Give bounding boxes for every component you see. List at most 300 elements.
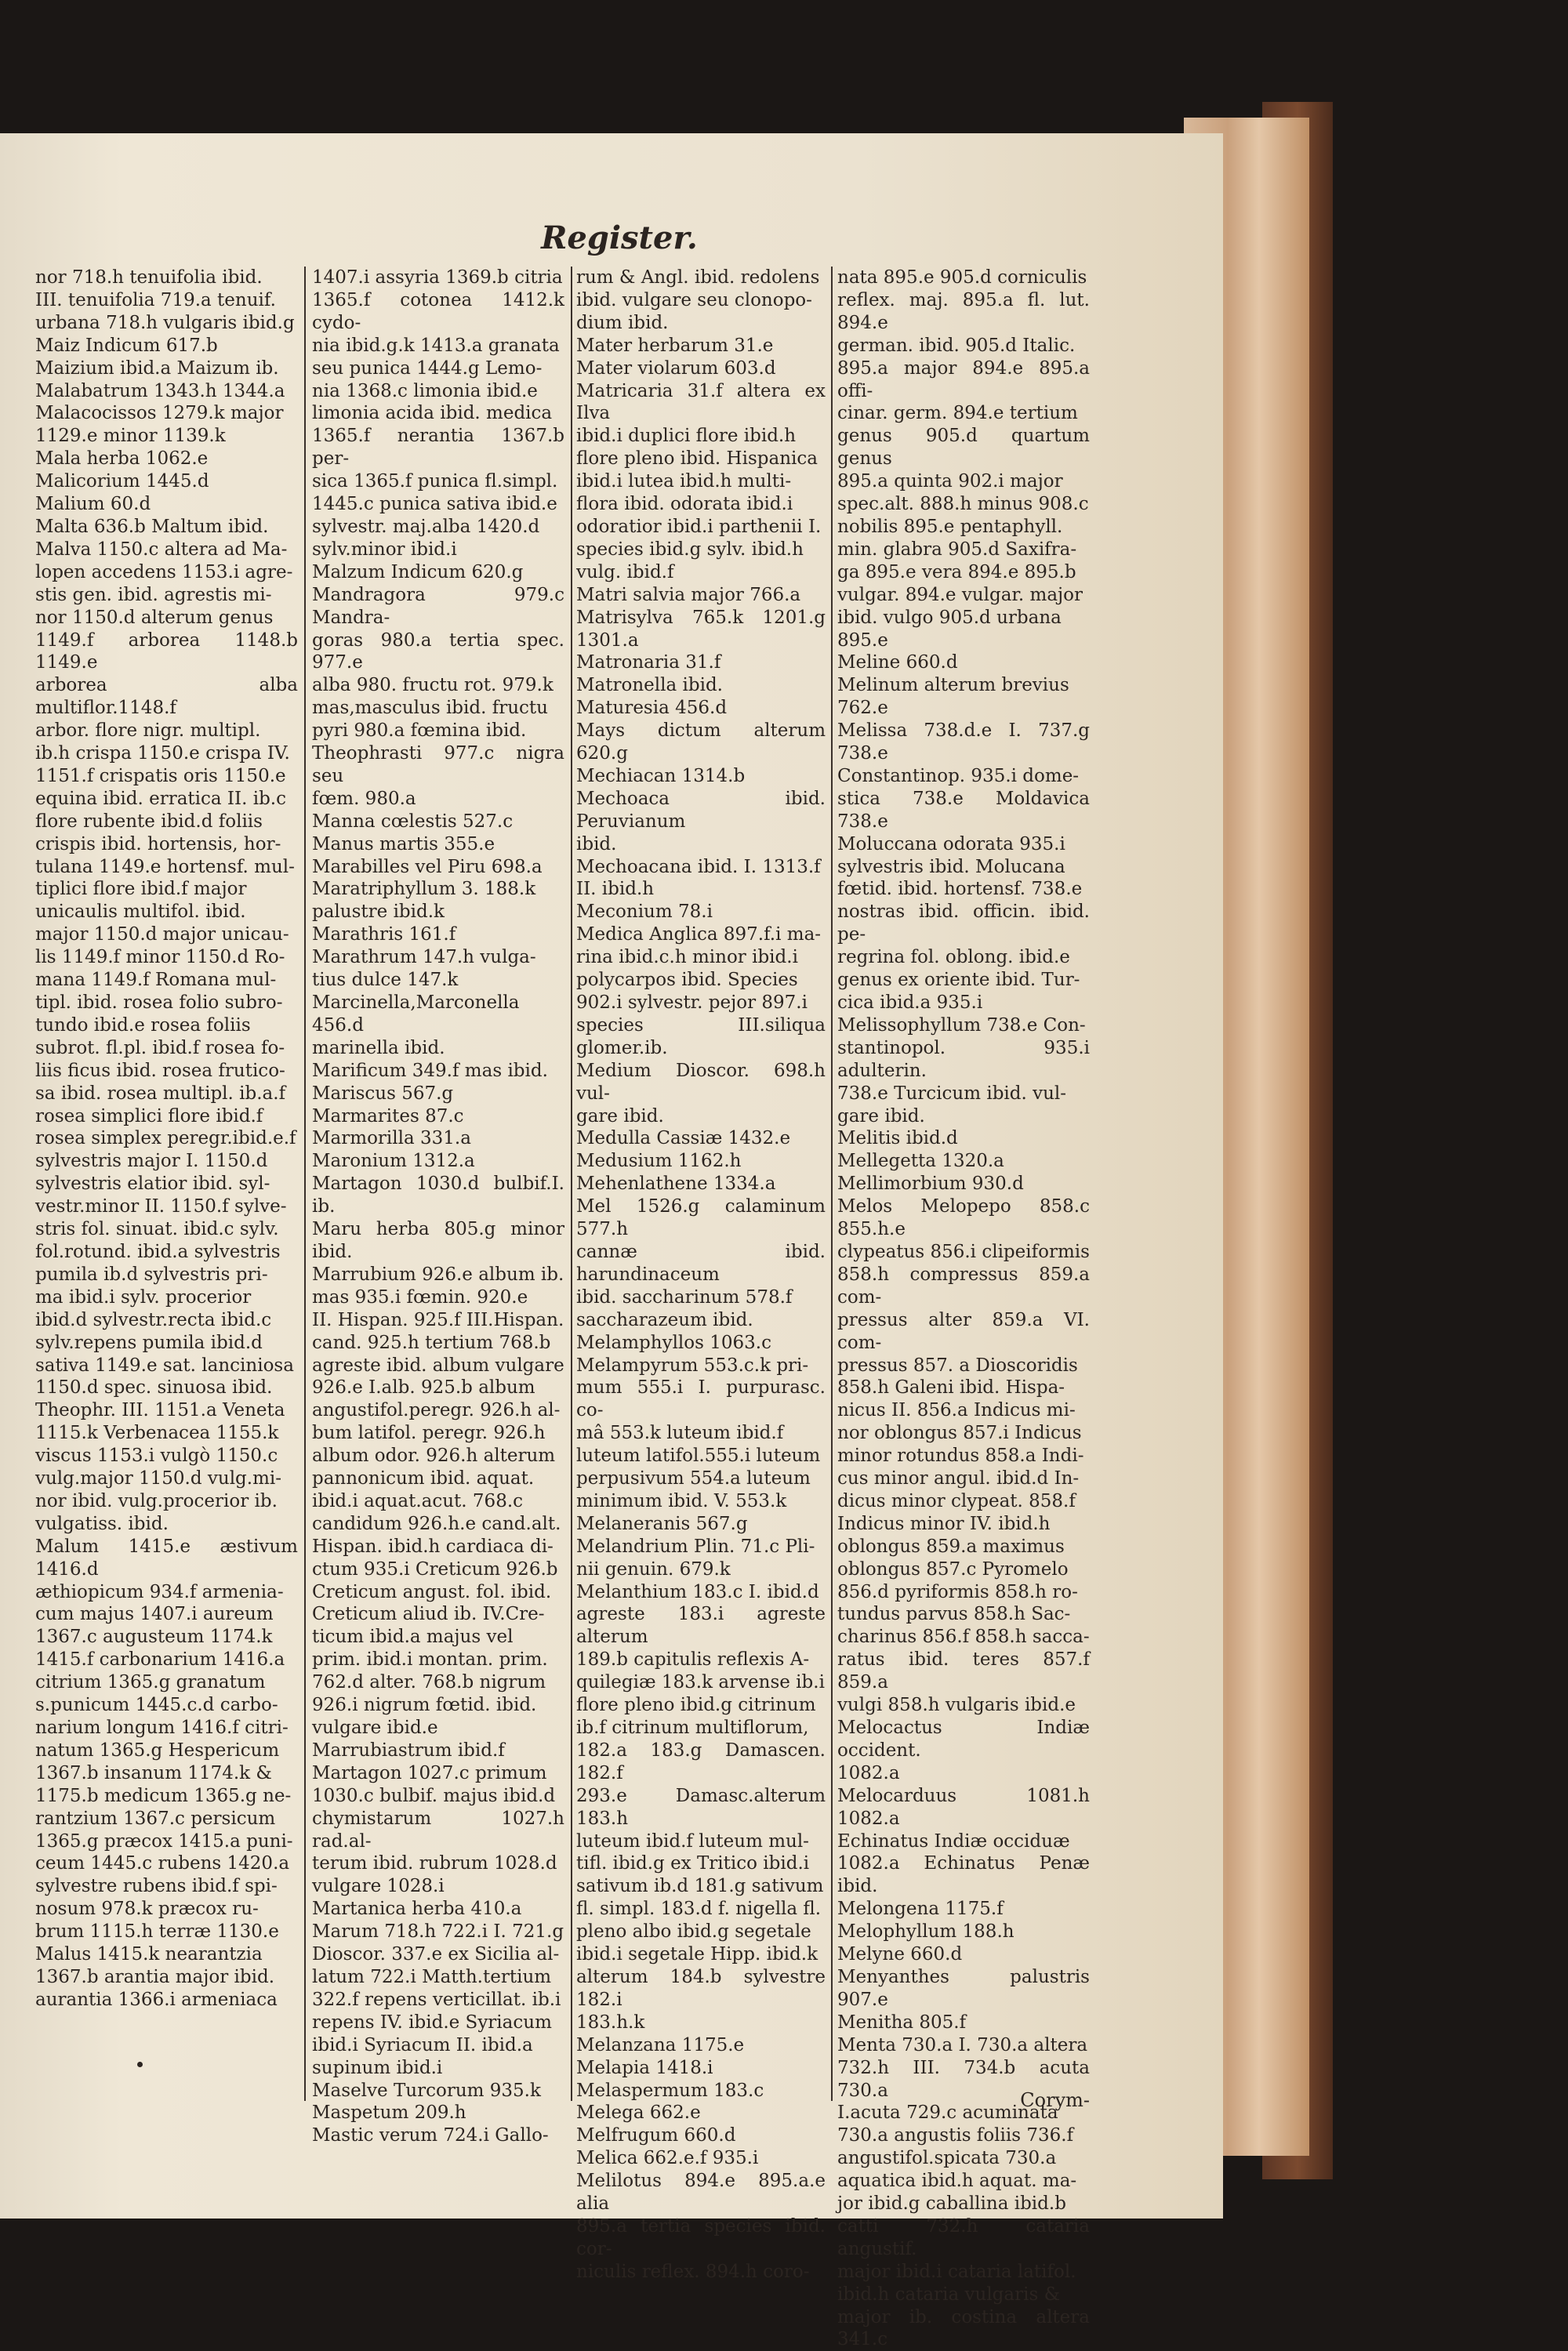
index-entry-line: agreste 183.i agreste alterum xyxy=(576,1604,826,1648)
index-entry-line: cannæ ibid. harundinaceum xyxy=(576,1241,826,1285)
index-entry-line: Martagon 1030.d bulbif.I. ib. xyxy=(312,1174,564,1217)
index-entry-line: catti 732.h cataria angustif. xyxy=(837,2215,1090,2259)
index-entry-line: æthiopicum 934.f armenia- xyxy=(35,1581,284,1602)
index-entry-line: tundo ibid.e rosea foliis xyxy=(35,1014,251,1036)
index-entry-line: vulgare ibid.e xyxy=(312,1718,438,1738)
index-entry-line: 856.d pyriformis 858.h ro- xyxy=(837,1581,1078,1602)
index-entry-line: Maizium ibid.a Maizum ib. xyxy=(35,357,279,379)
index-entry-line: sylv.repens pumila ibid.d xyxy=(35,1332,263,1353)
index-entry-line: dium ibid. xyxy=(576,312,669,333)
index-entry-line: quilegiæ 183.k arvense ib.i xyxy=(576,1672,825,1693)
index-entry-line: 858.h Galeni ibid. Hispa- xyxy=(837,1377,1065,1399)
index-entry-line: Melfrugum 660.d xyxy=(576,2125,736,2146)
index-entry-line: 1082.a Echinatus Penæ ibid. xyxy=(837,1853,1090,1897)
index-entry-line: fœm. 980.a xyxy=(312,788,416,809)
index-entry-line: 738.e Turcicum ibid. vul- xyxy=(837,1083,1067,1104)
index-entry-line: gare ibid. xyxy=(576,1105,664,1127)
index-entry-line: Melongena 1175.f xyxy=(837,1899,1004,1920)
index-entry-line: ma ibid.i sylv. procerior xyxy=(35,1286,252,1308)
index-entry-line: tundus parvus 858.h Sac- xyxy=(837,1604,1071,1625)
index-entry-line: album odor. 926.h alterum xyxy=(312,1446,556,1467)
index-entry-line: 762.e xyxy=(837,698,888,719)
index-entry-line: sa ibid. rosea multipl. ib.a.f xyxy=(35,1083,286,1104)
index-entry-line: latum 722.i Matth.tertium xyxy=(312,1966,552,1987)
index-entry-line: rina ibid.c.h minor ibid.i xyxy=(576,947,798,968)
index-entry-line: Melaspermum 183.c xyxy=(576,2080,764,2101)
index-entry-line: Marrubiastrum ibid.f xyxy=(312,1740,505,1761)
index-entry-line: vulgatiss. ibid. xyxy=(35,1513,169,1534)
index-entry-line: nii genuin. 679.k xyxy=(576,1558,731,1580)
index-entry-line: ibid.i aquat.acut. 768.c xyxy=(312,1490,524,1511)
index-entry-line: Melega 662.e xyxy=(576,2102,701,2124)
index-entry-line: alba 980. fructu rot. 979.k xyxy=(312,675,554,696)
index-entry-line: 926.i nigrum fœtid. ibid. xyxy=(312,1695,537,1716)
index-entry-line: stis gen. ibid. agrestis mi- xyxy=(35,584,272,605)
index-entry-line: Marrubium 926.e album ib. xyxy=(312,1264,564,1285)
index-entry-line: arbor. flore nigr. multipl. xyxy=(35,720,261,742)
index-entry-line: stantinopol. 935.i adulterin. xyxy=(837,1037,1090,1081)
index-entry-line: perpusivum 554.a luteum xyxy=(576,1468,811,1489)
index-entry-line: Melamphyllos 1063.c xyxy=(576,1332,771,1353)
index-entry-line: Malium 60.d xyxy=(35,494,151,515)
index-entry-line: ibid. saccharinum 578.f xyxy=(576,1286,793,1308)
index-entry-line: ctum 935.i Creticum 926.b xyxy=(312,1558,558,1580)
index-entry-line: sylvestre rubens ibid.f spi- xyxy=(35,1876,278,1897)
index-entry-line: Mechiacan 1314.b xyxy=(576,765,746,786)
index-entry-line: I.acuta 729.c acuminata xyxy=(837,2102,1058,2124)
index-entry-line: 1415.f carbonarium 1416.a xyxy=(35,1649,285,1671)
index-entry-line: ga 895.e vera 894.e 895.b xyxy=(837,561,1076,582)
index-entry-line: genus 905.d quartum genus xyxy=(837,426,1090,470)
index-entry-line: Malacocissos 1279.k major xyxy=(35,403,284,424)
index-entry-line: ibid.i segetale Hipp. ibid.k xyxy=(576,1944,818,1965)
index-entry-line: 895.a tertia species ibid. cor- xyxy=(576,2215,826,2259)
index-entry-line: 1365.f cotonea 1412.k cydo- xyxy=(312,289,564,333)
index-entry-line: Meconium 78.i xyxy=(576,902,713,923)
index-entry-line: nor ibid. vulg.procerior ib. xyxy=(35,1490,278,1511)
index-entry-line: Maiz Indicum 617.b xyxy=(35,335,218,356)
index-entry-line: flora ibid. odorata ibid.i xyxy=(576,494,793,515)
index-entry-line: 182.a 183.g Damascen. 182.f xyxy=(576,1740,826,1783)
index-entry-line: Marificum 349.f mas ibid. xyxy=(312,1060,548,1081)
index-entry-line: Moluccana odorata 935.i xyxy=(837,833,1065,854)
index-entry-line: Mel 1526.g calaminum 577.h xyxy=(576,1196,826,1240)
index-entry-line: Melandrium Plin. 71.c Pli- xyxy=(576,1536,815,1557)
index-entry-line: ib.h crispa 1150.e crispa IV. xyxy=(35,743,290,764)
index-entry-line: nicus II. 856.a Indicus mi- xyxy=(837,1400,1076,1421)
index-entry-line: species III.siliqua glomer.ib. xyxy=(576,1014,826,1058)
index-entry-line: fœtid. ibid. hortensf. 738.e xyxy=(837,879,1083,900)
index-entry-line: Melanzana 1175.e xyxy=(576,2034,745,2055)
index-entry-line: oblongus 857.c Pyromelo xyxy=(837,1558,1069,1580)
index-entry-line: luteum latifol.555.i luteum xyxy=(576,1446,821,1467)
index-entry-line: pannonicum ibid. aquat. xyxy=(312,1468,535,1489)
index-entry-line: III. tenuifolia 719.a tenuif. xyxy=(35,289,276,310)
index-entry-line: lis 1149.f minor 1150.d Ro- xyxy=(35,947,285,968)
index-entry-line: sylvestr. maj.alba 1420.d xyxy=(312,516,540,537)
index-entry-line: 183.h.k xyxy=(576,2012,645,2033)
index-entry-line: Melinum alterum brevius xyxy=(837,675,1069,696)
index-entry-line: vulgar. 894.e vulgar. major xyxy=(837,584,1083,605)
index-entry-line: 730.a angustis foliis 736.f xyxy=(837,2125,1074,2146)
index-entry-line: mana 1149.f Romana mul- xyxy=(35,970,277,991)
index-entry-line: clypeatus 856.i clipeiformis xyxy=(837,1241,1090,1262)
index-entry-line: Mellegetta 1320.a xyxy=(837,1151,1004,1172)
index-entry-line: lopen accedens 1153.i agre- xyxy=(35,561,293,582)
index-entry-line: supinum ibid.i xyxy=(312,2057,443,2078)
index-entry-line: Meline 660.d xyxy=(837,652,958,673)
index-entry-line: aurantia 1366.i armeniaca xyxy=(35,1989,278,2010)
index-entry-line: limonia acida ibid. medica xyxy=(312,403,553,424)
index-entry-line: Indicus minor IV. ibid.h xyxy=(837,1513,1051,1534)
index-entry-line: natum 1365.g Hespericum xyxy=(35,1740,280,1761)
index-entry-line: Matronella ibid. xyxy=(576,675,723,696)
index-entry-line: 1129.e minor 1139.k xyxy=(35,426,226,447)
index-entry-line: 189.b capitulis reflexis A- xyxy=(576,1649,810,1671)
index-entry-line: fl. simpl. 183.d f. nigella fl. xyxy=(576,1899,822,1920)
index-entry-line: nata 895.e 905.d corniculis xyxy=(837,267,1087,288)
index-entry-line: tipl. ibid. rosea folio subro- xyxy=(35,992,283,1013)
index-entry-line: sativa 1149.e sat. lanciniosa xyxy=(35,1355,294,1376)
catchword: Corym- xyxy=(1020,2089,1090,2111)
index-entry-line: Mechoacana ibid. I. 1313.f xyxy=(576,856,821,877)
index-entry-line: cum majus 1407.i aureum xyxy=(35,1604,274,1625)
index-entry-line: candidum 926.h.e cand.alt. xyxy=(312,1513,561,1534)
index-entry-line: mum 555.i I. purpurasc. co- xyxy=(576,1377,826,1421)
index-column-1 xyxy=(35,267,298,2012)
index-entry-line: genus ex oriente ibid. Tur- xyxy=(837,970,1080,991)
index-entry-line: rosea simplex peregr.ibid.e.f xyxy=(35,1128,296,1149)
index-entry-line: pressus 857. a Dioscoridis xyxy=(837,1355,1078,1376)
index-entry-line: Melyne 660.d xyxy=(837,1944,963,1965)
index-entry-line: 1149.f arborea 1148.b 1149.e xyxy=(35,629,298,673)
index-entry-line: saccharazeum ibid. xyxy=(576,1309,753,1330)
index-entry-line: 732.h III. 734.b acuta 730.a xyxy=(837,2057,1090,2101)
index-entry-line: goras 980.a tertia spec. 977.e xyxy=(312,629,564,673)
index-entry-line: pumila ib.d sylvestris pri- xyxy=(35,1264,268,1285)
index-entry-line: Malzum Indicum 620.g xyxy=(312,561,524,582)
index-entry-line: vestr.minor II. 1150.f sylve- xyxy=(35,1196,287,1217)
index-entry-line: aquatica ibid.h aquat. ma- xyxy=(837,2171,1077,2192)
index-entry-line: Malva 1150.c altera ad Ma- xyxy=(35,539,288,560)
index-entry-line: Creticum angust. fol. ibid. xyxy=(312,1581,552,1602)
index-entry-line: Melica 662.e.f 935.i xyxy=(576,2148,759,2169)
index-entry-line: flore rubente ibid.d foliis xyxy=(35,811,263,832)
index-entry-line: Malum 1415.e æstivum 1416.d xyxy=(35,1536,298,1580)
index-entry-line: 1445.c punica sativa ibid.e xyxy=(312,494,557,515)
index-entry-line: ratus ibid. teres 857.f 859.a xyxy=(837,1649,1090,1693)
index-entry-line: crispis ibid. hortensis, hor- xyxy=(35,833,281,854)
index-entry-line: urbana 718.h vulgaris ibid.g xyxy=(35,312,295,333)
index-entry-line: mâ 553.k luteum ibid.f xyxy=(576,1423,784,1444)
index-entry-line: 895.a quinta 902.i major xyxy=(837,471,1063,492)
index-entry-line: ibid.i duplici flore ibid.h xyxy=(576,426,797,447)
index-entry-line: major ib. costina altera 341.c xyxy=(837,2306,1090,2350)
index-entry-line: tius dulce 147.k xyxy=(312,970,459,991)
index-entry-line: spec.alt. 888.h minus 908.c xyxy=(837,494,1089,515)
index-entry-line: 1367.b insanum 1174.k & xyxy=(35,1762,272,1783)
index-entry-line: Maru herba 805.g minor ibid. xyxy=(312,1219,564,1262)
index-entry-line: repens IV. ibid.e Syriacum xyxy=(312,2012,552,2033)
index-entry-line: Medulla Cassiæ 1432.e xyxy=(576,1128,791,1149)
index-entry-line: Medium Dioscor. 698.h vul- xyxy=(576,1060,826,1104)
index-entry-line: flore pleno ibid.g citrinum xyxy=(576,1695,816,1716)
index-entry-line: 1367.b arantia major ibid. xyxy=(35,1966,275,1987)
ink-spot xyxy=(137,2062,143,2067)
index-entry-line: ibid. vulgo 905.d urbana xyxy=(837,607,1062,628)
index-entry-line: Echinatus Indiæ occiduæ xyxy=(837,1830,1070,1852)
index-entry-line: 1115.k Verbenacea 1155.k xyxy=(35,1423,279,1444)
index-entry-line: prim. ibid.i montan. prim. xyxy=(312,1649,548,1671)
index-entry-line: agreste ibid. album vulgare xyxy=(312,1355,564,1376)
index-entry-line: Mechoaca ibid. Peruvianum xyxy=(576,788,826,832)
index-entry-line: Menyanthes palustris 907.e xyxy=(837,1966,1090,2010)
index-entry-line: Melissa 738.d.e I. 737.g 738.e xyxy=(837,720,1090,764)
index-entry-line: 1030.c bulbif. majus ibid.d xyxy=(312,1785,556,1806)
book-page xyxy=(0,133,1223,2350)
index-entry-line: fol.rotund. ibid.a sylvestris xyxy=(35,1241,281,1262)
index-entry-line: german. ibid. 905.d Italic. xyxy=(837,335,1076,356)
index-entry-line: pleno albo ibid.g segetale xyxy=(576,1921,811,1943)
index-entry-line: Marcinella,Marconella 456.d xyxy=(312,992,520,1036)
index-entry-line: Melophyllum 188.h xyxy=(837,1921,1014,1943)
index-entry-line: flore pleno ibid. Hispanica xyxy=(576,448,818,470)
index-entry-line: Marathris 161.f xyxy=(312,924,456,945)
index-entry-line: 1151.f crispatis oris 1150.e xyxy=(35,765,286,786)
index-entry-line: nia ibid.g.k 1413.a granata xyxy=(312,335,560,356)
index-entry-line: nostras ibid. officin. ibid. pe- xyxy=(837,902,1090,945)
index-entry-line: brum 1115.h terræ 1130.e xyxy=(35,1921,279,1943)
index-entry-line: Manna cœlestis 527.c xyxy=(312,811,514,832)
page-header: Register. xyxy=(541,219,698,256)
index-entry-line: citrium 1365.g granatum xyxy=(35,1672,266,1693)
index-entry-line: Martanica herba 410.a xyxy=(312,1899,522,1920)
index-entry-line: seu punica 1444.g Lemo- xyxy=(312,357,543,379)
index-entry-line: minor rotundus 858.a Indi- xyxy=(837,1446,1084,1467)
column-rule xyxy=(571,267,572,2101)
index-entry-line: mas 935.i fœmin. 920.e xyxy=(312,1286,528,1308)
index-entry-line: regrina fol. oblong. ibid.e xyxy=(837,947,1070,968)
index-entry-line: Martagon 1027.c primum xyxy=(312,1762,547,1783)
index-entry-line: chymistarum 1027.h rad.al- xyxy=(312,1808,564,1852)
index-entry-line: Mandragora 979.c Mandra- xyxy=(312,584,564,628)
index-entry-line: vulg. ibid.f xyxy=(576,561,674,582)
index-entry-line: odoratior ibid.i parthenii I. xyxy=(576,516,822,537)
index-entry-line: sylvestris major I. 1150.d xyxy=(35,1151,268,1172)
index-entry-line: marinella ibid. xyxy=(312,1037,445,1058)
index-entry-line: major 1150.d major unicau- xyxy=(35,924,289,945)
index-entry-line: nosum 978.k præcox ru- xyxy=(35,1899,259,1920)
index-entry-line: unicaulis multifol. ibid. xyxy=(35,902,246,923)
index-entry-line: stica 738.e Moldavica 738.e xyxy=(837,788,1090,832)
index-entry-line: Melapia 1418.i xyxy=(576,2057,713,2078)
index-entry-line: Mater herbarum 31.e xyxy=(576,335,774,356)
index-entry-line: Maspetum 209.h xyxy=(312,2102,466,2124)
index-entry-line: nia 1368.c limonia ibid.e xyxy=(312,380,538,401)
index-entry-line: Melanthium 183.c I. ibid.d xyxy=(576,1581,819,1602)
index-entry-line: Melos Melopepo 858.c 855.h.e xyxy=(837,1196,1090,1240)
index-entry-line: narium longum 1416.f citri- xyxy=(35,1718,289,1738)
index-entry-line: Marum 718.h 722.i I. 721.g xyxy=(312,1921,564,1943)
index-entry-line: luteum ibid.f luteum mul- xyxy=(576,1830,809,1852)
index-entry-line: Dioscor. 337.e ex Sicilia al- xyxy=(312,1944,560,1965)
index-entry-line: Creticum aliud ib. IV.Cre- xyxy=(312,1604,545,1625)
index-entry-line: sylv.minor ibid.i xyxy=(312,539,457,560)
index-entry-line: niculis reflex. 894.h coro- xyxy=(576,2261,810,2282)
index-entry-line: angustifol.spicata 730.a xyxy=(837,2148,1057,2169)
index-entry-line: charinus 856.f 858.h sacca- xyxy=(837,1627,1090,1648)
index-entry-line: Mellimorbium 930.d xyxy=(837,1174,1024,1195)
index-entry-line: Maratriphyllum 3. 188.k xyxy=(312,879,536,900)
index-entry-line: 1367.c augusteum 1174.k xyxy=(35,1627,273,1648)
index-entry-line: pressus alter 859.a VI. com- xyxy=(837,1309,1090,1353)
index-entry-line: 1365.f nerantia 1367.b per- xyxy=(312,426,564,470)
index-entry-line: 895.e xyxy=(837,629,888,651)
index-entry-line: Melocarduus 1081.h 1082.a xyxy=(837,1785,1090,1829)
index-entry-line: s.punicum 1445.c.d carbo- xyxy=(35,1695,278,1716)
index-entry-line: 926.e I.alb. 925.b album xyxy=(312,1377,535,1399)
index-entry-line: Menta 730.a I. 730.a altera xyxy=(837,2034,1088,2055)
index-entry-line: sylvestris ibid. Molucana xyxy=(837,856,1065,877)
index-entry-line: Melaneranis 567.g xyxy=(576,1513,748,1534)
index-entry-line: min. glabra 905.d Saxifra- xyxy=(837,539,1077,560)
index-entry-line: ibid.i Syriacum II. ibid.a xyxy=(312,2034,533,2055)
index-entry-line: terum ibid. rubrum 1028.d xyxy=(312,1853,557,1874)
index-entry-line: Matrisylva 765.k 1201.g 1301.a xyxy=(576,607,826,651)
index-entry-line: Medusium 1162.h xyxy=(576,1151,742,1172)
index-entry-line: oblongus 859.a maximus xyxy=(837,1536,1065,1557)
index-entry-line: 1150.d spec. sinuosa ibid. xyxy=(35,1377,273,1399)
index-entry-line: 1175.b medicum 1365.g ne- xyxy=(35,1785,292,1806)
index-entry-line: palustre ibid.k xyxy=(312,902,445,923)
index-entry-line: tifl. ibid.g ex Tritico ibid.i xyxy=(576,1853,810,1874)
index-entry-line: 1407.i assyria 1369.b citria xyxy=(312,267,563,288)
index-entry-line: vulgare 1028.i xyxy=(312,1876,445,1897)
index-entry-line: alterum 184.b sylvestre 182.i xyxy=(576,1966,826,2010)
index-entry-line: subrot. fl.pl. ibid.f rosea fo- xyxy=(35,1037,285,1058)
index-entry-line: 1082.a xyxy=(837,1762,900,1783)
index-entry-line: Theophr. III. 1151.a Veneta xyxy=(35,1400,285,1421)
index-entry-line: reflex. maj. 895.a fl. lut. 894.e xyxy=(837,289,1090,333)
index-entry-line: ib.f citrinum multiflorum, xyxy=(576,1718,809,1738)
index-entry-line: Maturesia 456.d xyxy=(576,698,728,719)
index-entry-line: rantzium 1367.c persicum xyxy=(35,1808,276,1829)
index-entry-line: pyri 980.a fœmina ibid. xyxy=(312,720,527,742)
index-entry-line: bum latifol. peregr. 926.h xyxy=(312,1423,546,1444)
index-entry-line: 1365.g præcox 1415.a puni- xyxy=(35,1830,293,1852)
index-entry-line: Matri salvia major 766.a xyxy=(576,584,801,605)
index-entry-line: cus minor angul. ibid.d In- xyxy=(837,1468,1080,1489)
index-entry-line: cica ibid.a 935.i xyxy=(837,992,983,1013)
index-entry-line: ibid. vulgare seu clonopo- xyxy=(576,289,812,310)
index-entry-line: vulgi 858.h vulgaris ibid.e xyxy=(837,1695,1076,1716)
index-entry-line: Malicorium 1445.d xyxy=(35,471,209,492)
column-rule xyxy=(831,267,833,2101)
index-entry-line: tiplici flore ibid.f major xyxy=(35,879,247,900)
index-entry-line: angustifol.peregr. 926.h al- xyxy=(312,1400,561,1421)
index-entry-line: sylvestris elatior ibid. syl- xyxy=(35,1174,270,1195)
index-entry-line: major ibid.i cataria latifol. xyxy=(837,2261,1076,2282)
index-entry-line: nor 1150.d alterum genus xyxy=(35,607,274,628)
index-entry-line: Maronium 1312.a xyxy=(312,1151,475,1172)
index-entry-line: nor oblongus 857.i Indicus xyxy=(837,1423,1082,1444)
index-entry-line: Medica Anglica 897.f.i ma- xyxy=(576,924,822,945)
index-entry-line: 895.a major 894.e 895.a offi- xyxy=(837,357,1090,401)
index-entry-line: equina ibid. erratica II. ib.c xyxy=(35,788,287,809)
index-column-3 xyxy=(576,267,826,2284)
index-entry-line: ceum 1445.c rubens 1420.a xyxy=(35,1853,290,1874)
index-column-2 xyxy=(312,267,564,2147)
index-entry-line: Marathrum 147.h vulga- xyxy=(312,947,536,968)
index-entry-line: 762.d alter. 768.b nigrum xyxy=(312,1672,546,1693)
index-entry-line: sativum ib.d 181.g sativum xyxy=(576,1876,824,1897)
index-entry-line: gare ibid. xyxy=(837,1105,925,1127)
index-column-4 xyxy=(837,267,1090,2351)
index-entry-line: ibid.h cataria vulgaris & xyxy=(837,2284,1061,2305)
index-entry-line: Mays dictum alterum 620.g xyxy=(576,720,826,764)
index-entry-line: dicus minor clypeat. 858.f xyxy=(837,1490,1076,1511)
index-entry-line: Mater violarum 603.d xyxy=(576,357,776,379)
index-entry-line: Melissophyllum 738.e Con- xyxy=(837,1014,1086,1036)
index-entry-line: Menitha 805.f xyxy=(837,2012,967,2033)
index-entry-line: Mastic verum 724.i Gallo- xyxy=(312,2125,549,2146)
index-entry-line: nor 718.h tenuifolia ibid. xyxy=(35,267,263,288)
index-entry-line: Malus 1415.k nearantzia xyxy=(35,1944,263,1965)
index-entry-line: ibid.d sylvestr.recta ibid.c xyxy=(35,1309,272,1330)
index-entry-line: viscus 1153.i vulgò 1150.c xyxy=(35,1446,278,1467)
index-entry-line: species ibid.g sylv. ibid.h xyxy=(576,539,804,560)
index-entry-line: Theophrasti 977.c nigra seu xyxy=(312,743,564,786)
index-entry-line: minimum ibid. V. 553.k xyxy=(576,1490,787,1511)
index-entry-line: vulg.major 1150.d vulg.mi- xyxy=(35,1468,282,1489)
index-entry-line: Melocactus Indiæ occident. xyxy=(837,1718,1090,1761)
index-entry-line: Mehenlathene 1334.a xyxy=(576,1174,776,1195)
column-rule xyxy=(304,267,306,2101)
index-entry-line: II. Hispan. 925.f III.Hispan. xyxy=(312,1309,564,1330)
index-entry-line: ibid.i lutea ibid.h multi- xyxy=(576,471,792,492)
index-entry-line: cand. 925.h tertium 768.b xyxy=(312,1332,551,1353)
index-entry-line: cinar. germ. 894.e tertium xyxy=(837,403,1078,424)
index-entry-line: Mariscus 567.g xyxy=(312,1083,454,1104)
index-entry-line: Hispan. ibid.h cardiaca di- xyxy=(312,1536,554,1557)
index-entry-line: 293.e Damasc.alterum 183.h xyxy=(576,1785,826,1829)
index-entry-line: sica 1365.f punica fl.simpl. xyxy=(312,471,558,492)
index-entry-line: tulana 1149.e hortensf. mul- xyxy=(35,856,295,877)
index-entry-line: liis ficus ibid. rosea frutico- xyxy=(35,1060,285,1081)
index-entry-line: Constantinop. 935.i dome- xyxy=(837,765,1080,786)
index-entry-line: Maselve Turcorum 935.k xyxy=(312,2080,541,2101)
index-entry-line: 858.h compressus 859.a com- xyxy=(837,1264,1090,1308)
index-entry-line: mas,masculus ibid. fructu xyxy=(312,698,548,719)
index-entry-line: arborea alba multiflor.1148.f xyxy=(35,675,298,719)
index-entry-line: polycarpos ibid. Species xyxy=(576,970,798,991)
index-entry-line: nobilis 895.e pentaphyll. xyxy=(837,516,1063,537)
index-entry-line: Marmorilla 331.a xyxy=(312,1128,471,1149)
index-entry-line: Matronaria 31.f xyxy=(576,652,721,673)
index-entry-line: Melampyrum 553.c.k pri- xyxy=(576,1355,809,1376)
index-entry-line: stris fol. sinuat. ibid.c sylv. xyxy=(35,1219,279,1240)
index-entry-line: Melitis ibid.d xyxy=(837,1128,958,1149)
index-entry-line: 322.f repens verticillat. ib.i xyxy=(312,1989,561,2010)
index-entry-line: 902.i sylvestr. pejor 897.i xyxy=(576,992,808,1013)
index-entry-line: ticum ibid.a majus vel xyxy=(312,1627,514,1648)
index-entry-line: Malabatrum 1343.h 1344.a xyxy=(35,380,285,401)
index-entry-line: II. ibid.h xyxy=(576,879,655,900)
index-entry-line: Mala herba 1062.e xyxy=(35,448,209,470)
index-entry-line: rum & Angl. ibid. redolens xyxy=(576,267,820,288)
index-entry-line: Matricaria 31.f altera ex Ilva xyxy=(576,380,826,424)
index-entry-line: Melilotus 894.e 895.a.e alia xyxy=(576,2171,826,2215)
